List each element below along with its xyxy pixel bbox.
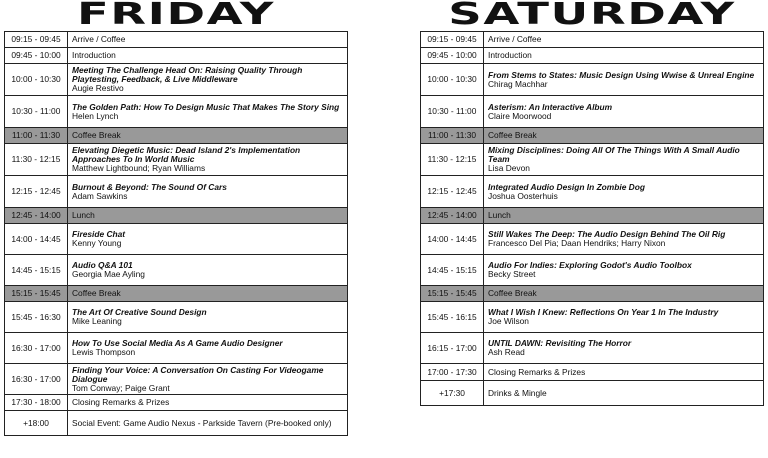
session-label: Closing Remarks & Prizes	[488, 366, 586, 377]
schedule-row	[5, 224, 348, 255]
saturday-schedule	[420, 0, 764, 406]
session-cell	[68, 286, 348, 302]
session-title: The Golden Path: How To Design Music That Makes The Story Sing	[72, 101, 340, 112]
session-cell	[68, 128, 348, 144]
speaker-names: Lewis Thompson	[72, 347, 136, 357]
session-cell	[68, 333, 348, 364]
schedule-row	[5, 364, 348, 395]
break-row	[421, 208, 764, 224]
time-cell: 17:30 - 18:00	[5, 395, 68, 411]
session-cell	[68, 144, 348, 176]
session-cell	[68, 176, 348, 208]
schedule-row	[421, 144, 764, 176]
break-row	[5, 208, 348, 224]
schedule-row	[5, 64, 348, 96]
time-cell: 12:45 - 14:00	[5, 208, 68, 224]
schedule-row	[5, 176, 348, 208]
session-cell	[484, 208, 764, 224]
session-label: Coffee Break	[488, 130, 537, 140]
time-cell: 10:00 - 10:30	[5, 64, 68, 96]
session-cell	[68, 302, 348, 333]
session-label: Coffee Break	[72, 130, 121, 140]
speaker-names: Joshua Oosterhuis	[488, 190, 558, 201]
schedule-row	[5, 302, 348, 333]
speaker-names: Ash Read	[488, 347, 525, 357]
time-cell: 15:45 - 16:30	[5, 302, 68, 333]
schedule-row	[421, 255, 764, 286]
schedule-row	[421, 224, 764, 255]
time-cell: 11:00 - 11:30	[421, 128, 484, 144]
session-label: Coffee Break	[488, 288, 537, 298]
time-cell: 11:00 - 11:30	[5, 128, 68, 144]
saturday-table	[420, 31, 764, 406]
saturday-title: SATURDAY	[448, 0, 736, 32]
time-cell: 14:45 - 15:15	[5, 255, 68, 286]
session-label: Arrive / Coffee	[488, 34, 542, 44]
time-cell: 10:30 - 11:00	[5, 96, 68, 128]
session-cell	[68, 395, 348, 411]
session-cell	[484, 144, 764, 176]
speaker-names: Joe Wilson	[488, 316, 529, 326]
schedule-row	[5, 144, 348, 176]
schedule-row	[421, 96, 764, 128]
session-cell	[68, 411, 348, 436]
schedule-row	[421, 32, 764, 48]
session-label: Lunch	[72, 210, 95, 220]
speaker-names: Becky Street	[488, 269, 536, 279]
speaker-names: Claire Moorwood	[488, 110, 552, 121]
session-title: Elevating Diegetic Music: Dead Island 2's Implementation Approaches To In World Music	[72, 145, 301, 164]
session-title: Audio For Indies: Exploring Godot's Audio Toolbox	[488, 260, 692, 270]
session-cell	[68, 32, 348, 48]
session-title: UNTIL DAWN: Revisiting The Horror	[488, 338, 632, 348]
time-cell: +18:00	[5, 411, 68, 436]
session-title: Asterism: An Interactive Album	[488, 101, 613, 112]
time-cell: 09:15 - 09:45	[5, 32, 68, 48]
session-cell	[68, 208, 348, 224]
schedule-row	[421, 64, 764, 96]
schedule-row	[5, 32, 348, 48]
schedule-row	[5, 333, 348, 364]
session-cell	[68, 48, 348, 64]
friday-table	[4, 31, 348, 436]
session-cell	[484, 381, 764, 406]
session-label: Lunch	[488, 210, 511, 220]
speaker-names: Georgia Mae Ayling	[72, 269, 145, 279]
session-cell	[484, 128, 764, 144]
friday-title: FRIDAY	[76, 0, 275, 32]
speaker-names: Lisa Devon	[488, 163, 530, 173]
speaker-names: Matthew Lightbound; Ryan Williams	[72, 163, 206, 173]
time-cell: 12:15 - 12:45	[421, 176, 484, 208]
time-cell: 09:45 - 10:00	[421, 48, 484, 64]
session-title: Burnout & Beyond: The Sound Of Cars	[72, 181, 227, 192]
schedule-row	[421, 176, 764, 208]
schedule-row	[5, 255, 348, 286]
schedule-row	[421, 381, 764, 406]
time-cell: 14:00 - 14:45	[421, 224, 484, 255]
session-title: Meeting The Challenge Head On: Raising Quality Through Playtesting, Feedback, & Live Middleware	[72, 65, 303, 84]
session-label: Introduction	[72, 50, 116, 60]
speaker-names: Adam Sawkins	[72, 190, 128, 201]
time-cell: 09:45 - 10:00	[5, 48, 68, 64]
time-cell: 12:15 - 12:45	[5, 176, 68, 208]
time-cell: 09:15 - 09:45	[421, 32, 484, 48]
session-title: The Art Of Creative Sound Design	[72, 307, 207, 317]
session-title: Mixing Disciplines: Doing All Of The Things With A Small Audio Team	[488, 145, 740, 164]
session-cell	[484, 64, 764, 96]
time-cell: 16:15 - 17:00	[421, 333, 484, 364]
friday-schedule	[4, 0, 348, 436]
time-cell: 17:00 - 17:30	[421, 364, 484, 381]
schedule-row	[421, 364, 764, 381]
speaker-names: Tom Conway; Paige Grant	[72, 382, 170, 393]
session-cell	[484, 32, 764, 48]
break-row	[421, 128, 764, 144]
session-title: Fireside Chat	[72, 229, 126, 239]
session-label: Introduction	[488, 50, 532, 60]
time-cell: 11:30 - 12:15	[421, 144, 484, 176]
session-cell	[484, 302, 764, 333]
session-cell	[484, 176, 764, 208]
session-title: Still Wakes The Deep: The Audio Design Behind The Oil Rig	[488, 229, 726, 239]
time-cell: 14:45 - 15:15	[421, 255, 484, 286]
speaker-names: Helen Lynch	[72, 110, 119, 121]
session-title: Finding Your Voice: A Conversation On Casting For Videogame Dialogue	[72, 364, 324, 384]
session-label: Drinks & Mingle	[488, 387, 547, 398]
session-title: From Stems to States: Music Design Using Wwise & Unreal Engine	[488, 69, 755, 80]
session-title: Integrated Audio Design In Zombie Dog	[488, 181, 645, 192]
session-label: Closing Remarks & Prizes	[72, 397, 170, 407]
schedule-row	[5, 48, 348, 64]
time-cell: 12:45 - 14:00	[421, 208, 484, 224]
speaker-names: Kenny Young	[72, 238, 122, 248]
session-cell	[68, 255, 348, 286]
time-cell: 10:00 - 10:30	[421, 64, 484, 96]
session-title: Audio Q&A 101	[72, 260, 133, 270]
schedule-row	[5, 96, 348, 128]
session-label: Social Event: Game Audio Nexus - Parkside Tavern (Pre-booked only)	[72, 417, 332, 428]
time-cell: 10:30 - 11:00	[421, 96, 484, 128]
schedule-row	[5, 395, 348, 411]
time-cell: 11:30 - 12:15	[5, 144, 68, 176]
break-row	[421, 286, 764, 302]
session-cell	[68, 96, 348, 128]
time-cell: +17:30	[421, 381, 484, 406]
session-cell	[484, 255, 764, 286]
session-label: Arrive / Coffee	[72, 34, 126, 44]
session-label: Coffee Break	[72, 288, 121, 298]
speaker-names: Francesco Del Pia; Daan Hendriks; Harry Nixon	[488, 238, 666, 248]
session-cell	[484, 333, 764, 364]
time-cell: 15:15 - 15:45	[421, 286, 484, 302]
break-row	[5, 128, 348, 144]
session-cell	[68, 364, 348, 395]
session-cell	[484, 286, 764, 302]
session-cell	[484, 96, 764, 128]
session-title: What I Wish I Knew: Reflections On Year 1 In The Industry	[488, 307, 719, 317]
session-cell	[484, 364, 764, 381]
time-cell: 14:00 - 14:45	[5, 224, 68, 255]
break-row	[5, 286, 348, 302]
speaker-names: Augie Restivo	[72, 83, 124, 93]
speaker-names: Mike Leaning	[72, 316, 122, 326]
time-cell: 15:45 - 16:15	[421, 302, 484, 333]
schedule-row	[421, 48, 764, 64]
schedule-row	[421, 333, 764, 364]
time-cell: 15:15 - 15:45	[5, 286, 68, 302]
session-title: How To Use Social Media As A Game Audio Designer	[72, 338, 283, 348]
session-cell	[484, 224, 764, 255]
speaker-names: Chirag Machhar	[488, 78, 548, 89]
session-cell	[68, 224, 348, 255]
time-cell: 16:30 - 17:00	[5, 333, 68, 364]
schedule-row	[421, 302, 764, 333]
session-cell	[484, 48, 764, 64]
session-cell	[68, 64, 348, 96]
time-cell: 16:30 - 17:00	[5, 364, 68, 395]
schedule-row	[5, 411, 348, 436]
